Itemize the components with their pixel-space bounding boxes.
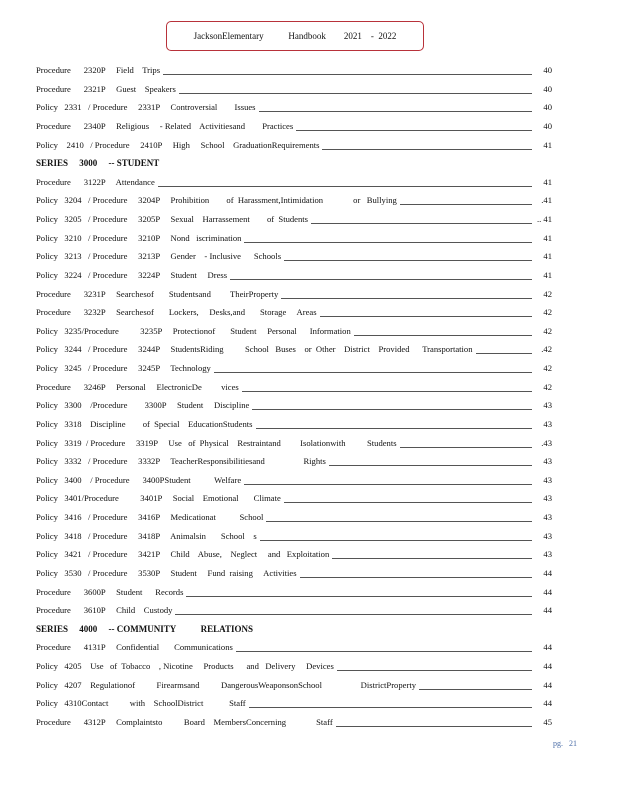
toc-entry (36, 378, 552, 397)
table-of-contents (36, 61, 552, 732)
handbook-title: JacksonElementary Handbook 2021 - 2022 (193, 31, 397, 41)
toc-entry-page: 41 (532, 247, 552, 266)
toc-entry-title: Policy 3332 / Procedure 3332P TeacherResponsibilitiesand Rights (36, 452, 329, 471)
toc-entry-page: 43 (532, 415, 552, 434)
toc-entry (36, 229, 552, 248)
toc-entry-page: 45 (532, 713, 552, 732)
toc-entry-page: 40 (532, 98, 552, 117)
toc-entry-title: Policy 3210 / Procedure 3210P Nond iscrimination (36, 229, 244, 248)
toc-entry-page: 43 (532, 471, 552, 490)
toc-entry-page: 43 (532, 489, 552, 508)
toc-entry-title: Policy 4205 Use of Tobacco , Nicotine Products and Delivery Devices (36, 657, 337, 676)
toc-entry (36, 340, 552, 359)
toc-entry (36, 266, 552, 285)
toc-entry (36, 564, 552, 583)
series-title: SERIES 4000 -- COMMUNITY RELATIONS (36, 620, 256, 639)
toc-entry (36, 601, 552, 620)
toc-entry (36, 136, 552, 155)
toc-entry-page: 42 (532, 322, 552, 341)
series-heading (36, 620, 552, 639)
toc-entry (36, 210, 552, 229)
toc-entry (36, 545, 552, 564)
toc-entry-page: 43 (532, 527, 552, 546)
toc-entry-page: 44 (532, 583, 552, 602)
toc-entry-page: 43 (532, 396, 552, 415)
toc-entry (36, 527, 552, 546)
toc-entry (36, 173, 552, 192)
toc-entry-title: Policy 2410 / Procedure 2410P High School GraduationRequirements (36, 136, 322, 155)
toc-entry (36, 247, 552, 266)
toc-entry-title: Policy 3224 / Procedure 3224P Student Dress (36, 266, 230, 285)
toc-entry-title: Policy 3421 / Procedure 3421P Child Abuse, Neglect and Exploitation (36, 545, 332, 564)
toc-entry (36, 713, 552, 732)
toc-entry-page: 43 (532, 508, 552, 527)
toc-entry-page: 41 (532, 173, 552, 192)
toc-entry (36, 694, 552, 713)
toc-entry (36, 489, 552, 508)
toc-entry-title: Policy 3244 / Procedure 3244P StudentsRiding School Buses or Other District Provided Transportation (36, 340, 476, 359)
toc-entry-title: Procedure 4312P Complaintsto Board MembersConcerning Staff (36, 713, 336, 732)
toc-entry (36, 303, 552, 322)
toc-entry-page: 41 (532, 266, 552, 285)
toc-entry (36, 396, 552, 415)
toc-entry (36, 80, 552, 99)
series-title: SERIES 3000 -- STUDENT (36, 154, 162, 173)
toc-entry-page: 44 (532, 564, 552, 583)
toc-entry-title: Policy 3401/Procedure 3401P Social Emotional Climate (36, 489, 284, 508)
toc-entry-title: Procedure 3231P Searchesof Studentsand TheirProperty (36, 285, 281, 304)
toc-entry-page: 40 (532, 61, 552, 80)
toc-entry-title: Procedure 4131P Confidential Communications (36, 638, 236, 657)
toc-entry-title: Policy 3300 /Procedure 3300P Student Discipline (36, 396, 252, 415)
toc-entry-title: Procedure 2340P Religious - Related Activitiesand Practices (36, 117, 296, 136)
toc-entry (36, 322, 552, 341)
toc-entry (36, 638, 552, 657)
toc-entry-title: Policy 3418 / Procedure 3418P Animalsin School s (36, 527, 260, 546)
toc-entry-title: Procedure 2320P Field Trips (36, 61, 163, 80)
toc-entry (36, 415, 552, 434)
toc-entry-page: 44 (532, 638, 552, 657)
toc-entry-page: 44 (532, 676, 552, 695)
toc-entry-title: Policy 3318 Discipline of Special EducationStudents (36, 415, 256, 434)
toc-entry-page: 42 (532, 378, 552, 397)
toc-entry (36, 583, 552, 602)
toc-entry-page: 44 (532, 601, 552, 620)
toc-entry-title: Policy 4310Contact with SchoolDistrict Staff (36, 694, 249, 713)
series-heading (36, 154, 552, 173)
toc-entry-title: Policy 3204 / Procedure 3204P Prohibition of Harassment,Intimidation or Bullying (36, 191, 400, 210)
toc-entry (36, 508, 552, 527)
toc-entry-title: Procedure 2321P Guest Speakers (36, 80, 179, 99)
toc-entry-title: Policy 3319 / Procedure 3319P Use of Physical Restraintand Isolationwith Students (36, 434, 400, 453)
toc-entry-page: 42 (532, 359, 552, 378)
toc-entry-page: .41 (532, 191, 552, 210)
toc-entry-page: 40 (532, 80, 552, 99)
toc-entry-page: .43 (532, 434, 552, 453)
toc-entry-title: Policy 3213 / Procedure 3213P Gender - Inclusive Schools (36, 247, 284, 266)
toc-entry (36, 434, 552, 453)
toc-entry-page: 40 (532, 117, 552, 136)
toc-entry-page: 42 (532, 285, 552, 304)
toc-entry (36, 452, 552, 471)
toc-entry (36, 191, 552, 210)
toc-entry-title: Procedure 3600P Student Records (36, 583, 186, 602)
toc-entry-title: Policy 3400 / Procedure 3400PStudent Welfare (36, 471, 244, 490)
toc-entry (36, 98, 552, 117)
toc-entry-page: .42 (532, 340, 552, 359)
toc-entry (36, 117, 552, 136)
toc-entry (36, 285, 552, 304)
toc-entry (36, 359, 552, 378)
toc-entry-title: Policy 3235/Procedure 3235P Protectionof Student Personal Information (36, 322, 354, 341)
toc-entry-page: 41 (532, 229, 552, 248)
toc-entry-title: Procedure 3232P Searchesof Lockers, Desks,and Storage Areas (36, 303, 320, 322)
toc-entry-page: 44 (532, 694, 552, 713)
toc-entry-page: 43 (532, 452, 552, 471)
toc-entry (36, 657, 552, 676)
toc-entry-page: 42 (532, 303, 552, 322)
toc-entry (36, 471, 552, 490)
toc-entry-title: Policy 3245 / Procedure 3245P Technology (36, 359, 214, 378)
toc-entry-title: Policy 4207 Regulationof Firearmsand DangerousWeaponsonSchool DistrictProperty (36, 676, 419, 695)
toc-entry-title: Procedure 3610P Child Custody (36, 601, 175, 620)
toc-entry-title: Policy 2331 / Procedure 2331P Controversial Issues (36, 98, 259, 117)
toc-entry-title: Procedure 3122P Attendance (36, 173, 158, 192)
toc-entry-page: 41 (532, 136, 552, 155)
toc-entry-page: 44 (532, 657, 552, 676)
toc-entry-title: Policy 3416 / Procedure 3416P Medicationat School (36, 508, 266, 527)
toc-entry (36, 61, 552, 80)
page-number: pg. 21 (553, 739, 577, 748)
toc-entry-title: Policy 3205 / Procedure 3205P Sexual Harrassement of Students (36, 210, 311, 229)
toc-entry-title: Procedure 3246P Personal ElectronicDe vices (36, 378, 242, 397)
toc-entry (36, 676, 552, 695)
toc-entry-page: .. 41 (532, 210, 552, 229)
toc-entry-page: 43 (532, 545, 552, 564)
handbook-header (166, 21, 424, 51)
toc-entry-title: Policy 3530 / Procedure 3530P Student Fund raising Activities (36, 564, 300, 583)
